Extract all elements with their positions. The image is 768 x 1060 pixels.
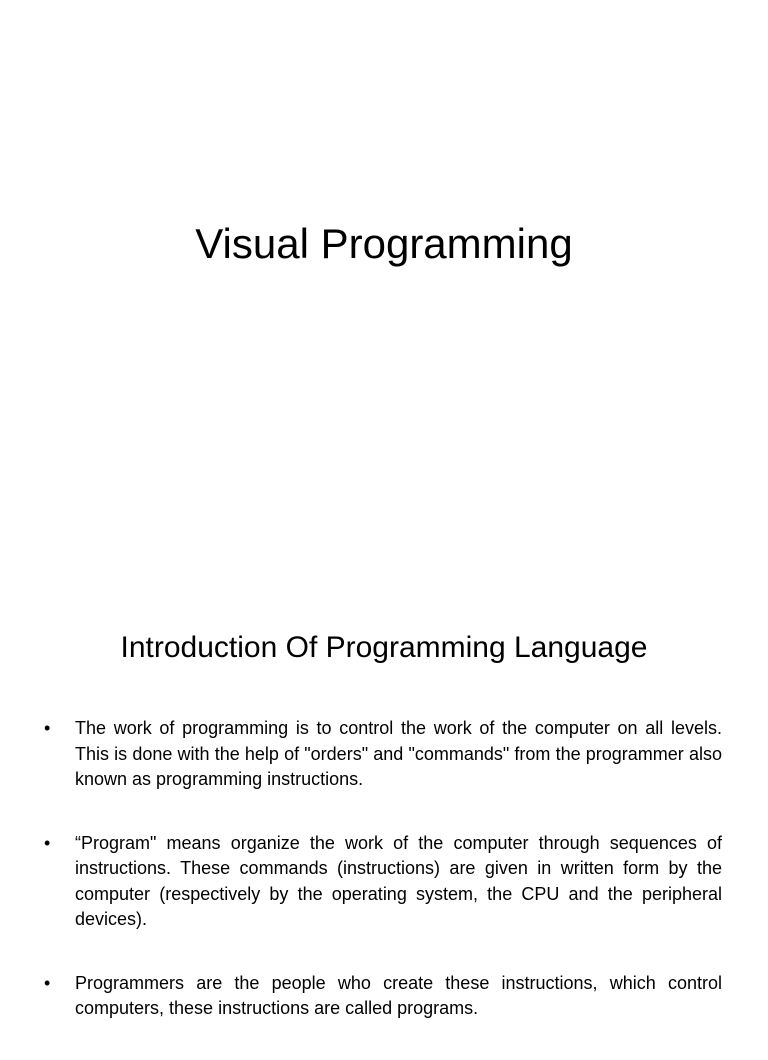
bullet-icon: • (44, 972, 51, 993)
bullet-text: The work of programming is to control the work of the computer on all levels. This is done with the help of "orders" and "commands" from the programmer also known as programming instructions. (75, 718, 722, 789)
list-item (44, 831, 722, 933)
bullet-text: Programmers are the people who create these instructions, which control computers, these instructions are called programs. (75, 972, 722, 1018)
section-heading: Introduction Of Programming Language (120, 631, 648, 664)
bullet-icon: • (44, 832, 51, 853)
bullet-list (44, 716, 722, 1060)
list-item (44, 716, 722, 793)
bullet-icon: • (44, 718, 51, 738)
bullet-text: “Program" means organize the work of the computer through sequences of instructions. These commands (instructions) are given in written form by the computer (respectively by the operating system, the CPU and the peripheral devices). (75, 832, 722, 929)
slide-title: Visual Programming (195, 220, 573, 267)
list-item (44, 971, 722, 1022)
